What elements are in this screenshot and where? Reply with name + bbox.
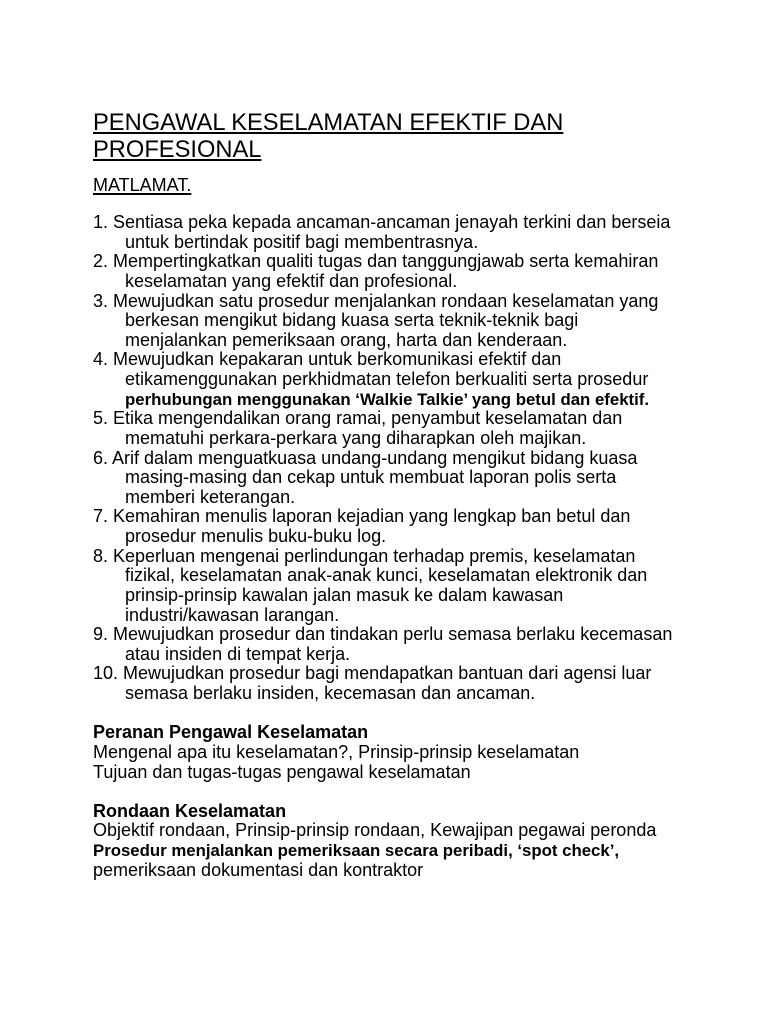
objective-item [93,292,733,351]
objective-line: masing-masing dan cekap untuk membuat laporan polis serta [125,467,617,488]
objective-item [93,350,733,409]
section-line: Objektif rondaan, Prinsip-prinsip rondaan, Kewajipan pegawai peronda [93,820,657,841]
objective-line: untuk bertindak positif bagi membentrasnya. [125,231,479,252]
objective-line: berkesan mengikut bidang kuasa serta teknik-teknik bagi [125,310,579,331]
objective-line: atau insiden di tempat kerja. [125,643,351,664]
objective-item [93,449,733,508]
objective-item [93,213,733,252]
objective-line: 9. Mewujudkan prosedur dan tindakan perlu semasa berlaku kecemasan [93,624,673,645]
section-rondaan [93,802,733,881]
title-line: PENGAWAL KESELAMATAN EFEKTIF DAN [93,110,564,136]
objective-line: etikamenggunakan perkhidmatan telefon berkualiti serta prosedur [125,369,649,389]
objective-line: prinsip-prinsip kawalan jalan masuk ke dalam kawasan [125,584,564,605]
section-line: Mengenal apa itu keselamatan?, Prinsip-prinsip keselamatan [93,741,580,762]
section-heading: Peranan Pengawal Keselamatan [93,722,369,743]
objective-line: 7. Kemahiran menulis laporan kejadian yang lengkap ban betul dan [93,506,631,527]
document-title [93,110,733,164]
document-body [93,213,733,880]
section-line: Tujuan dan tugas-tugas pengawal keselamatan [93,761,471,782]
objective-line: memberi keterangan. [125,486,296,507]
objectives-list [93,213,733,704]
section-line-bold: Prosedur menjalankan pemeriksaan secara peribadi, ‘spot check’, [93,841,620,860]
objective-item [93,252,733,291]
objective-line: keselamatan yang efektif dan profesional. [125,270,458,291]
objective-line-bold: perhubungan menggunakan ‘Walkie Talkie’ yang betul dan efektif. [125,389,650,409]
objective-line: 2. Mempertingkatkan qualiti tugas dan tanggungjawab serta kemahiran [93,251,659,272]
objective-line: menjalankan pemeriksaan orang, harta dan kenderaan. [125,329,568,350]
objective-item [93,547,733,626]
section-line: pemeriksaan dokumentasi dan kontraktor [93,859,424,880]
objective-line: 4. Mewujudkan kepakaran untuk berkomunikasi efektif dan [93,349,562,370]
objective-line: 6. Arif dalam menguatkuasa undang-undang mengikut bidang kuasa [93,447,638,468]
objective-line: 5. Etika mengendalikan orang ramai, penyambut keselamatan dan [93,408,623,429]
objective-item [93,507,733,546]
objective-line: fizikal, keselamatan anak-anak kunci, keselamatan elektronik dan [125,565,648,586]
objective-line: mematuhi perkara-perkara yang diharapkan oleh majikan. [125,427,587,448]
objective-item [93,409,733,448]
objective-item [93,664,733,703]
objective-line: 3. Mewujudkan satu prosedur menjalankan rondaan keselamatan yang [93,290,659,311]
section-peranan [93,723,733,782]
objective-line: 10. Mewujudkan prosedur bagi mendapatkan bantuan dari agensi luar [93,663,652,684]
objective-line: 8. Keperluan mengenai perlindungan terhadap premis, keselamatan [93,545,636,566]
title-line: PROFESIONAL [93,137,262,163]
section-heading: Rondaan Keselamatan [93,800,287,821]
objective-line: industri/kawasan larangan. [125,604,340,625]
objective-item [93,625,733,664]
objective-line: prosedur menulis buku-buku log. [125,526,387,546]
objective-line: semasa berlaku insiden, kecemasan dan ancaman. [125,683,536,703]
objectives-heading: MATLAMAT. [93,175,192,195]
objective-line: 1. Sentiasa peka kepada ancaman-ancaman jenayah terkini dan berseia [93,212,671,232]
